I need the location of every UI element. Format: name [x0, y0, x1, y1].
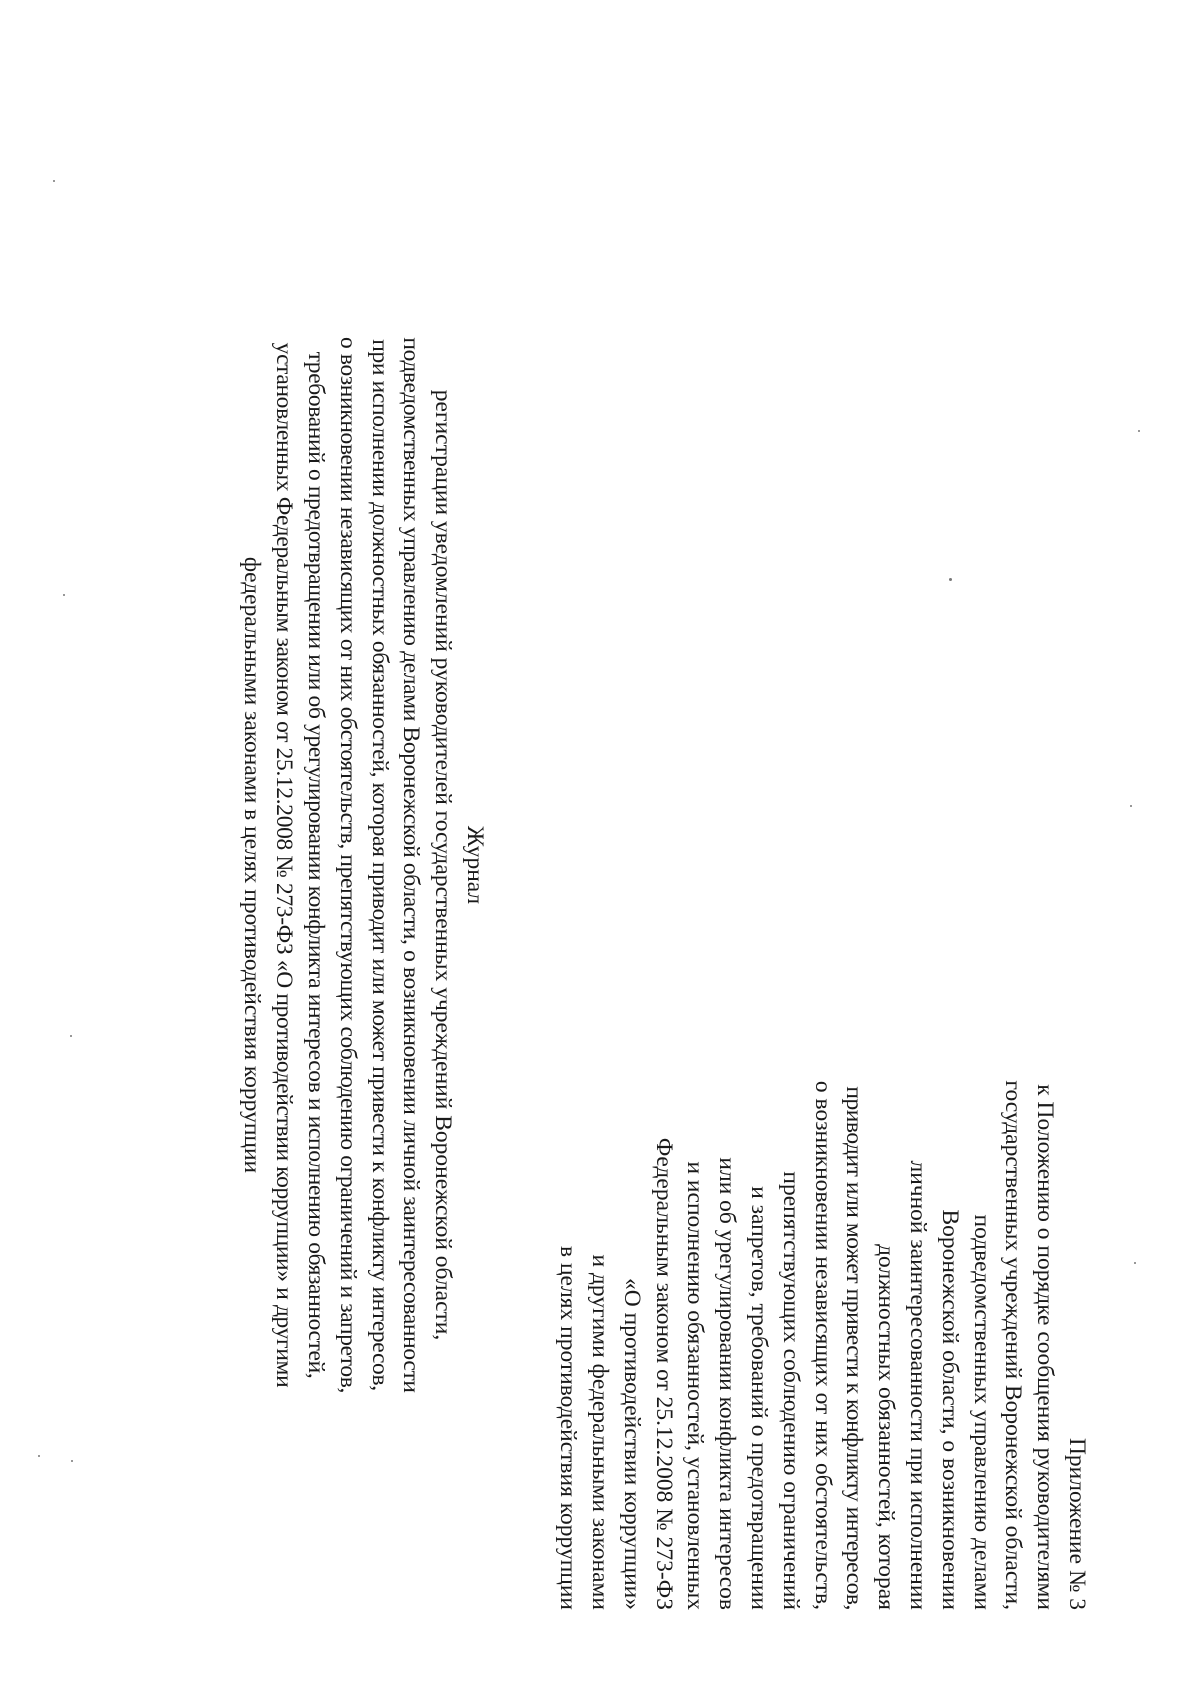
appendix-line: должностных обязанностей, которая: [873, 1244, 900, 1610]
appendix-line: Воронежской области, о возникновении: [936, 1209, 963, 1610]
appendix-header: [551, 870, 1092, 1610]
journal-line: подведомственных управлению делами Воронежской области, о возникновении личной заинтересованности: [398, 337, 425, 1393]
journal-line: федеральными законами в целях противодействия коррупции: [239, 556, 266, 1174]
appendix-line: личной заинтересованности при исполнении: [905, 1160, 932, 1610]
scan-speck: [71, 1460, 73, 1462]
scan-speck: [63, 594, 65, 596]
appendix-line: и исполнению обязанностей, установленных: [682, 1161, 709, 1610]
appendix-line: подведомственных управлению делами: [968, 1214, 995, 1610]
journal-title: Журнал: [462, 825, 488, 905]
journal-line: требований о предотвращении или об урегулировании конфликта интересов и исполнению обязанностей,: [303, 351, 330, 1379]
journal-line: регистрации уведомлений руководителей государственных учреждений Воронежской области,: [430, 389, 457, 1341]
appendix-line: о возникновении независящих от них обстоятельств,: [809, 1080, 836, 1610]
appendix-line: к Положению о порядке сообщения руководителями: [1032, 1084, 1059, 1610]
appendix-line: и другими федеральными законами: [587, 1254, 614, 1610]
scan-speck: [38, 1455, 40, 1457]
scan-speck: [70, 1035, 72, 1037]
scan-speck: [1134, 1262, 1136, 1264]
appendix-line: препятствующих соблюдению ограничений: [777, 1171, 804, 1610]
appendix-line: Федеральным законом от 25.12.2008 № 273-ФЗ: [650, 1137, 677, 1610]
appendix-line: приводит или может привести к конфликту интересов,: [841, 1086, 868, 1610]
appendix-line: «О противодействии коррупции»: [618, 1278, 645, 1610]
scan-speck: [1130, 805, 1132, 807]
journal-line: при исполнении должностных обязанностей, которая приводит или может привести к конфликту интересов,: [366, 339, 393, 1391]
appendix-number: Приложение № 3: [1064, 1437, 1090, 1610]
appendix-line: государственных учреждений Воронежской области,: [1000, 1080, 1027, 1610]
scan-speck: [1138, 430, 1140, 432]
appendix-line: в целях противодействия коррупции: [555, 1246, 582, 1610]
appendix-line: и запретов, требований о предотвращении: [746, 1186, 773, 1610]
scan-speck: [949, 578, 952, 581]
scan-speck: [53, 180, 55, 182]
appendix-line: или об урегулировании конфликта интересов: [714, 1157, 741, 1610]
journal-heading: [236, 195, 490, 1535]
journal-line: о возникновении независящих от них обстоятельств, препятствующих соблюдению ограничений и запретов,: [334, 336, 361, 1394]
journal-line: установленных Федеральным законом от 25.12.2008 № 273-ФЗ «О противодействии коррупции» и другими: [271, 342, 298, 1388]
